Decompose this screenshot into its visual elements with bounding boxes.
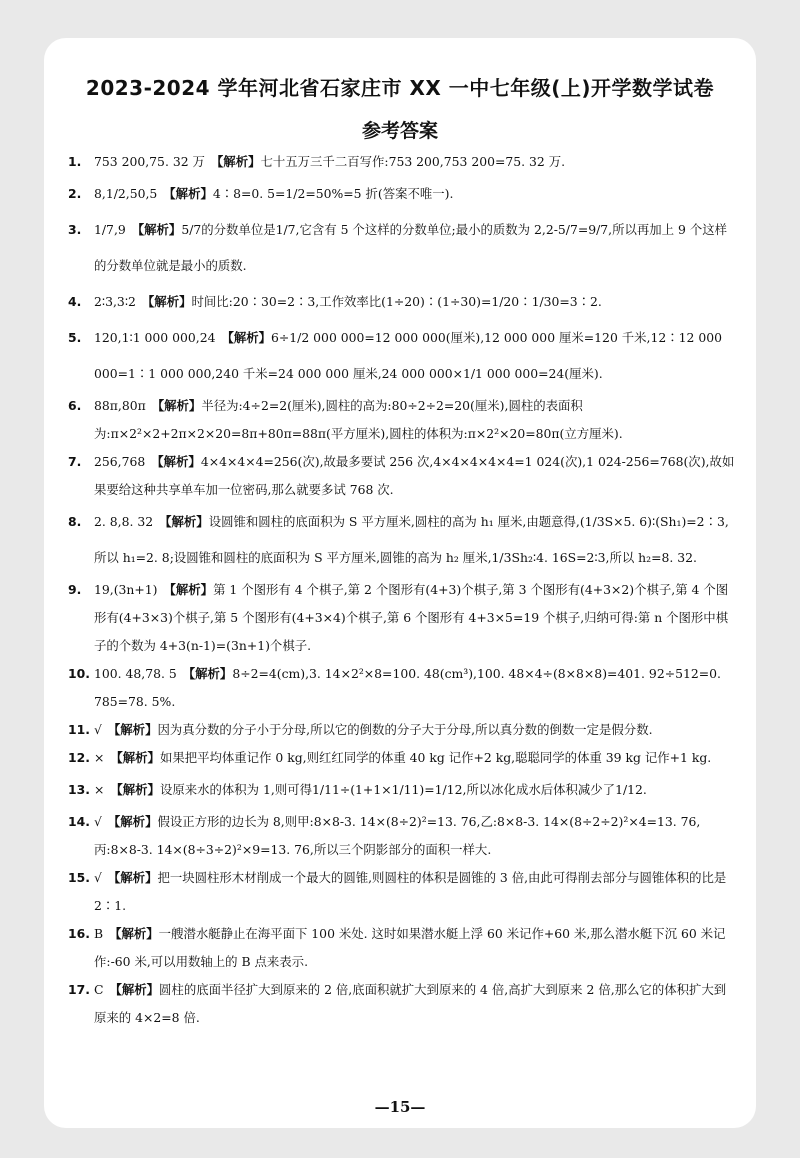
item-explanation: 圆柱的底面半径扩大到原来的 2 倍,底面积就扩大到原来的 4 倍,高扩大到原来 2 倍,那么它的体积扩大到原来的 4×2=8 倍.: [94, 982, 727, 1025]
item-number: 5.: [68, 330, 82, 345]
answer-item-4: [68, 284, 736, 320]
item-explanation: 半径为:4÷2=2(厘米),圆柱的高为:80÷2÷2=20(厘米),圆柱的表面积为:π×2²×2+2π×2×20=8π+80π=88π(平方厘米),圆柱的体积为:π×2²×20=80π(立方厘米).: [94, 398, 623, 441]
item-explanation: 设原来水的体积为 1,则可得1/11÷(1+1×1/11)=1/12,所以冰化成水后体积减少了1/12.: [159, 782, 647, 797]
analysis-tag: 【解析】: [109, 982, 160, 997]
analysis-tag: 【解析】: [182, 666, 233, 681]
answer-item-3: [68, 212, 736, 284]
item-explanation: 5/7的分数单位是1/7,它含有 5 个这样的分数单位;最小的质数为 2,2-5/7=9/7,所以再加上 9 个这样的分数单位就是最小的质数.: [94, 222, 727, 273]
item-number: 11.: [68, 722, 90, 737]
analysis-tag: 【解析】: [151, 454, 201, 469]
item-number: 7.: [68, 454, 82, 469]
page-subtitle: 参考答案: [361, 120, 438, 142]
answer-item-17: [68, 976, 736, 1032]
answer-item-10: [68, 660, 736, 716]
item-number: 14.: [68, 814, 90, 829]
item-explanation: 一艘潜水艇静止在海平面下 100 米处. 这时如果潜水艇上浮 60 米记作+60 米,那么潜水艇下沉 60 米记作:-60 米,可以用数轴上的 B 点来表示.: [94, 926, 726, 969]
item-number: 3.: [68, 222, 82, 237]
item-explanation: 设圆锥和圆柱的底面积为 S 平方厘米,圆柱的高为 h₁ 厘米,由题意得,(1/3S×5. 6)∶(Sh₁)=2∶3,所以 h₁=2. 8;设圆锥和圆柱的底面积为 S 平方厘米,圆锥的高为 h₂ 厘米,1/3Sh₂∶4. 16S=2∶3,所以 h₂=8. 32.: [94, 514, 729, 565]
answer-list: [68, 148, 736, 1032]
item-answer: C: [94, 982, 104, 997]
answer-item-7: [68, 448, 736, 504]
analysis-tag: 【解析】: [159, 514, 209, 529]
item-answer: 256,768: [94, 454, 146, 469]
item-number: 6.: [68, 398, 82, 413]
analysis-tag: 【解析】: [221, 330, 272, 345]
item-explanation: 因为真分数的分子小于分母,所以它的倒数的分子大于分母,所以真分数的倒数一定是假分数.: [157, 722, 653, 737]
item-answer: 120,1∶1 000 000,24: [94, 330, 216, 345]
item-number: 8.: [68, 514, 82, 529]
analysis-tag: 【解析】: [163, 582, 214, 597]
answer-item-2: [68, 176, 736, 212]
item-explanation: 把一块圆柱形木材削成一个最大的圆锥,则圆柱的体积是圆锥的 3 倍,由此可得削去部分与圆锥体积的比是 2∶1.: [94, 870, 727, 913]
answer-item-1: [68, 148, 736, 176]
analysis-tag: 【解析】: [107, 870, 158, 885]
answer-item-8: [68, 504, 736, 576]
item-number: 12.: [68, 750, 90, 765]
answer-item-16: [68, 920, 736, 976]
item-number: 4.: [68, 294, 82, 309]
page-title: 2023-2024 学年河北省石家庄市 XX 一中七年级(上)开学数学试卷: [85, 76, 715, 100]
answer-item-11: [68, 716, 736, 744]
answer-item-15: [68, 864, 736, 920]
analysis-tag: 【解析】: [151, 398, 202, 413]
item-answer: √: [94, 722, 102, 737]
item-answer: ×: [94, 782, 105, 797]
item-number: 16.: [68, 926, 90, 941]
item-answer: 100. 48,78. 5: [94, 666, 177, 681]
item-explanation: 8÷2=4(cm),3. 14×2²×8=100. 48(cm³),100. 48×4÷(8×8×8)=401. 92÷512=0. 785=78. 5%.: [94, 666, 721, 709]
analysis-tag: 【解析】: [110, 750, 160, 765]
item-number: 9.: [68, 582, 82, 597]
item-answer: 88π,80π: [94, 398, 146, 413]
analysis-tag: 【解析】: [131, 222, 182, 237]
item-answer: 1/7,9: [94, 222, 126, 237]
analysis-tag: 【解析】: [107, 814, 158, 829]
item-number: 2.: [68, 186, 82, 201]
answer-item-14: [68, 808, 736, 864]
item-number: 15.: [68, 870, 90, 885]
item-number: 17.: [68, 982, 90, 997]
item-explanation: 4×4×4×4=256(次),故最多要试 256 次,4×4×4×4×4=1 024(次),1 024-256=768(次),故如果要给这种共享单车加一位密码,那么就要多试 768 次.: [94, 454, 735, 497]
item-explanation: 如果把平均体重记作 0 kg,则红红同学的体重 40 kg 记作+2 kg,聪聪同学的体重 39 kg 记作+1 kg.: [159, 750, 712, 765]
answer-page: [44, 38, 756, 1128]
item-number: 1.: [68, 154, 82, 169]
page-number: —15—: [374, 1098, 426, 1116]
analysis-tag: 【解析】: [210, 154, 261, 169]
analysis-tag: 【解析】: [141, 294, 192, 309]
item-explanation: 4∶8=0. 5=1/2=50%=5 折(答案不唯一).: [212, 186, 454, 201]
analysis-tag: 【解析】: [163, 186, 213, 201]
answer-item-5: [68, 320, 736, 392]
item-answer: 753 200,75. 32 万: [94, 154, 205, 169]
item-answer: 8,1/2,50,5: [94, 186, 158, 201]
item-explanation: 第 1 个图形有 4 个棋子,第 2 个图形有(4+3)个棋子,第 3 个图形有(4+3×2)个棋子,第 4 个图形有(4+3×3)个棋子,第 5 个图形有(4+3×4)个棋子,第 6 个图形有 4+3×5=19 个棋子,归纳可得:第 n 个图形中棋子的个数为 4+3(n-1)=(3n+1)个棋子.: [94, 582, 729, 653]
answer-item-9: [68, 576, 736, 660]
item-answer: 2. 8,8. 32: [94, 514, 154, 529]
answer-item-13: [68, 772, 736, 808]
analysis-tag: 【解析】: [107, 722, 158, 737]
item-answer: B: [94, 926, 104, 941]
item-number: 10.: [68, 666, 90, 681]
item-answer: √: [94, 814, 102, 829]
item-explanation: 七十五万三千二百写作:753 200,753 200=75. 32 万.: [260, 154, 566, 169]
item-answer: 2∶3,3∶2: [94, 294, 136, 309]
answer-item-12: [68, 744, 736, 772]
answer-item-6: [68, 392, 736, 448]
analysis-tag: 【解析】: [110, 782, 160, 797]
item-explanation: 假设正方形的边长为 8,则甲:8×8-3. 14×(8÷2)²=13. 76,乙:8×8-3. 14×(8÷2÷2)²×4=13. 76,丙:8×8-3. 14×(8÷3÷2)²×9=13. 76,所以三个阴影部分的面积一样大.: [94, 814, 701, 857]
item-number: 13.: [68, 782, 90, 797]
item-answer: √: [94, 870, 102, 885]
analysis-tag: 【解析】: [109, 926, 159, 941]
item-explanation: 时间比:20∶30=2∶3,工作效率比(1÷20)∶(1÷30)=1/20∶1/30=3∶2.: [191, 294, 602, 309]
item-explanation: 6÷1/2 000 000=12 000 000(厘米),12 000 000 厘米=120 千米,12∶12 000 000=1∶1 000 000,240 千米=24 000 000 厘米,24 000 000×1/1 000 000=24(厘米).: [94, 330, 722, 381]
item-answer: ×: [94, 750, 105, 765]
item-answer: 19,(3n+1): [94, 582, 158, 597]
